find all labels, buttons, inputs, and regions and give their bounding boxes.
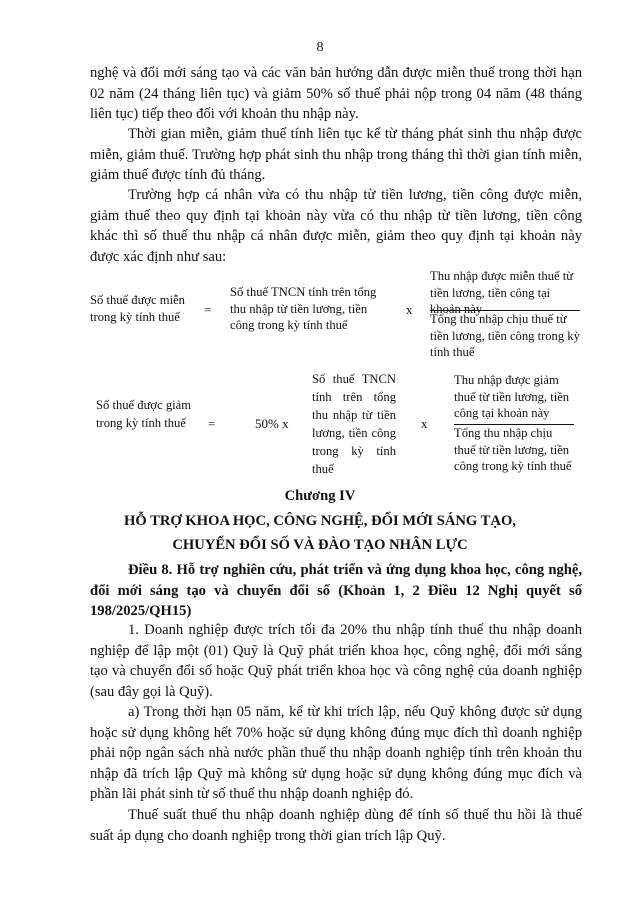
article-clause-1a: a) Trong thời hạn 05 năm, kể từ khi trích lập, nếu Quỹ không được sử dụng hoặc sử dụng không hết 70% hoặc sử dụng không đúng mục đích thì doanh nghiệp phải nộp ngân sách nhà nước phần thuế thu nhập doanh nghiệp tính trên khoản thu nhập đã trích lập Quỹ mà không sử dụng hoặc sử dụng không đúng mục đích và phần lãi phát sinh từ số thuế thu nhập doanh nghiệp đó.: [90, 704, 582, 802]
formula-exemption: [90, 268, 582, 358]
page-number: 8: [316, 40, 324, 55]
formula2-numerator: Thu nhập được giảm thuế từ tiền lương, tiền công tại khoản này: [454, 373, 570, 420]
paragraph-mixed-income: Trường hợp cá nhân vừa có thu nhập từ tiền lương, tiền công được miễn, giảm thuế theo quy định tại khoản này vừa có thu nhập từ tiền lương, tiền công khác thì số thuế thu nhập cá nhân được miễn, giảm theo quy định tại khoản này được xác định như sau:: [90, 187, 582, 265]
formula2-equals: =: [208, 416, 216, 431]
formula2-term: Số thuế TNCN tính trên tổng thu nhập từ tiền lương, tiền công trong kỳ tính thuế: [312, 372, 396, 476]
formula1-times: x: [406, 302, 413, 317]
formula1-equals: =: [204, 302, 212, 317]
paragraph-exemption-period: nghệ và đổi mới sáng tạo và các văn bản hướng dẫn được miễn thuế trong thời hạn 02 năm (24 tháng liên tục) và giảm 50% số thuế phải nộp trong 04 năm (48 tháng liên tục) tiếp theo đối với khoản thu nhập này.: [90, 65, 582, 122]
formula2-factor: 50% x: [255, 416, 289, 431]
formula2-denominator: Tổng thu nhập chịu thuế từ tiền lương, tiền công trong kỳ tính thuế: [454, 426, 572, 473]
formula1-denominator: Tổng thu nhập chịu thuế từ tiền lương, tiền công trong kỳ tính thuế: [430, 312, 580, 359]
article-tax-rate-note: Thuế suất thuế thu nhập doanh nghiệp dùng để tính số thuế thu hồi là thuế suất áp dụng cho doanh nghiệp trong thời gian trích lập Quỹ.: [90, 807, 582, 844]
chapter-title-line2: CHUYỂN ĐỔI SỐ VÀ ĐÀO TẠO NHÂN LỰC: [172, 537, 468, 553]
formula2-lhs: Số thuế được giảm trong kỳ tính thuế: [96, 398, 191, 430]
formula2-times: x: [421, 416, 428, 431]
formula-reduction: [90, 364, 582, 474]
article-heading: Điều 8. Hỗ trợ nghiên cứu, phát triển và ứng dụng khoa học, công nghệ, đổi mới sáng tạo và chuyển đổi số (Khoản 1, 2 Điều 12 Nghị quyết số 198/2025/QH15): [90, 562, 582, 619]
paragraph-exemption-time: Thời gian miễn, giảm thuế tính liên tục kể từ tháng phát sinh thu nhập được miễn, giảm thuế. Trường hợp phát sinh thu nhập trong tháng thì thời gian tính miễn, giảm thuế được tính đủ tháng.: [90, 126, 582, 183]
article-clause-1: 1. Doanh nghiệp được trích tối đa 20% thu nhập tính thuế thu nhập doanh nghiệp để lập một (01) Quỹ là Quỹ phát triển khoa học, công nghệ, đổi mới sáng tạo và chuyển đổi số hoặc Quỹ phát triển khoa học và công nghệ của doanh nghiệp (sau đây gọi là Quỹ).: [90, 622, 582, 700]
formula1-term: Số thuế TNCN tính trên tổng thu nhập từ tiền lương, tiền công trong kỳ tính thuế: [230, 285, 377, 332]
formula1-numerator: Thu nhập được miễn thuế từ tiền lương, tiền công tại khoản này: [430, 269, 574, 316]
chapter-title-line1: HỖ TRỢ KHOA HỌC, CÔNG NGHỆ, ĐỔI MỚI SÁNG TẠO,: [124, 513, 516, 529]
chapter-label: Chương IV: [284, 488, 356, 504]
formula1-lhs: Số thuế được miễn trong kỳ tính thuế: [90, 293, 185, 324]
